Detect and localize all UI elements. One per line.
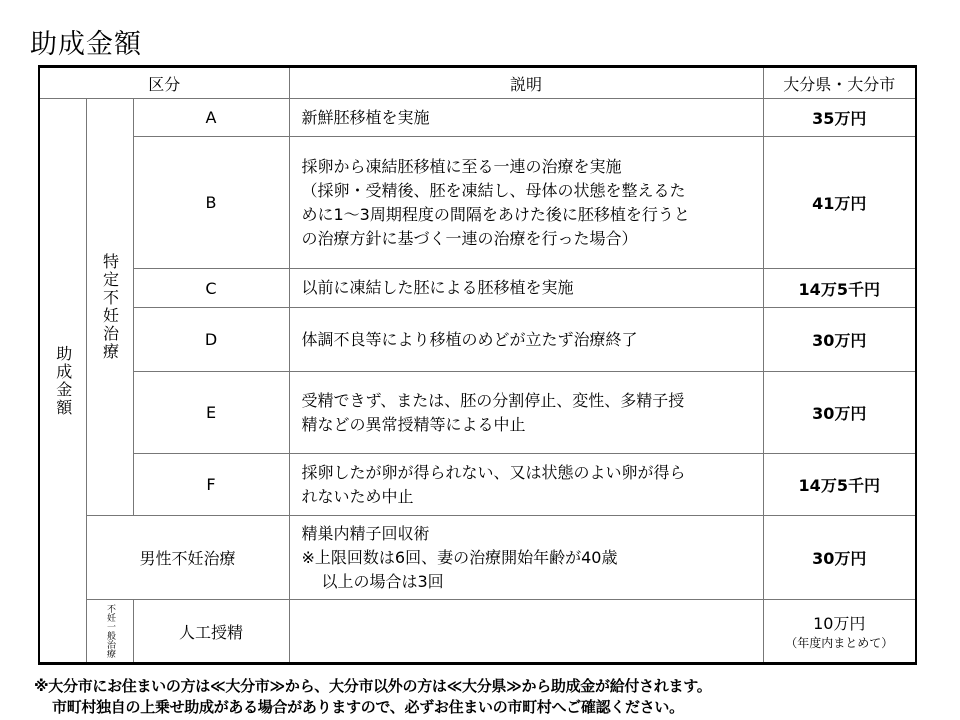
row-amount: 14万5千円 [763, 454, 916, 516]
row-code: E [133, 372, 289, 454]
page-title: 助成金額 [30, 29, 142, 60]
subsidy-table [38, 65, 917, 665]
group-specific-label: 特定不妊治療 [100, 253, 120, 361]
row-description: 以前に凍結した胚による胚移植を実施 [289, 269, 763, 308]
general-amount: 10万円 [813, 614, 866, 633]
row-amount: 30万円 [763, 308, 916, 372]
footnote-2: 市町村独自の上乗せ助成がある場合がありますので、必ずお住まいの市町村へご確認ください。 [52, 698, 684, 716]
row-amount: 14万5千円 [763, 269, 916, 308]
table-row [39, 600, 916, 664]
group-general-label: 不妊一般治療 [105, 604, 115, 658]
group-outer-label: 助成金額 [53, 344, 73, 417]
header-description: 説明 [289, 67, 763, 99]
header-amount: 大分県・大分市 [763, 67, 916, 99]
row-amount: 35万円 [763, 99, 916, 137]
header-row [39, 67, 916, 99]
row-code: D [133, 308, 289, 372]
table-row [39, 516, 916, 600]
row-code: A [133, 99, 289, 137]
footnote-1: ※大分市にお住まいの方は≪大分市≫から、大分市以外の方は≪大分県≫から助成金が給付されます。 [34, 677, 712, 695]
row-code: C [133, 269, 289, 308]
row-description: 受精できず、または、胚の分割停止、変性、多精子授 精などの異常授精等による中止 [289, 372, 763, 454]
header-category: 区分 [39, 67, 289, 99]
general-description [289, 600, 763, 664]
row-description: 採卵から凍結胚移植に至る一連の治療を実施 （採卵・受精後、胚を凍結し、母体の状態を整えるた めに1～3周期程度の間隔をあけた後に胚移植を行うと の治療方針に基づく一連の治療を行った場合） [289, 137, 763, 269]
male-amount: 30万円 [763, 516, 916, 600]
row-amount: 30万円 [763, 372, 916, 454]
table-row [39, 137, 916, 269]
group-outer-cell [39, 99, 86, 664]
table-row [39, 308, 916, 372]
table-row [39, 454, 916, 516]
group-specific-cell [86, 99, 133, 516]
row-description: 採卵したが卵が得られない、又は状態のよい卵が得ら れないため中止 [289, 454, 763, 516]
general-amount-note: （年度内まとめて） [785, 636, 894, 650]
table-row [39, 99, 916, 137]
general-amount-cell [763, 600, 916, 664]
male-description: 精巣内精子回収術 ※上限回数は6回、妻の治療開始年齢が40歳 以上の場合は3回 [289, 516, 763, 600]
row-code: F [133, 454, 289, 516]
table-row [39, 269, 916, 308]
male-label: 男性不妊治療 [86, 516, 289, 600]
row-code: B [133, 137, 289, 269]
row-amount: 41万円 [763, 137, 916, 269]
group-general-cell [86, 600, 133, 664]
table-row [39, 372, 916, 454]
row-description: 体調不良等により移植のめどが立たず治療終了 [289, 308, 763, 372]
general-label: 人工授精 [133, 600, 289, 664]
row-description: 新鮮胚移植を実施 [289, 99, 763, 137]
